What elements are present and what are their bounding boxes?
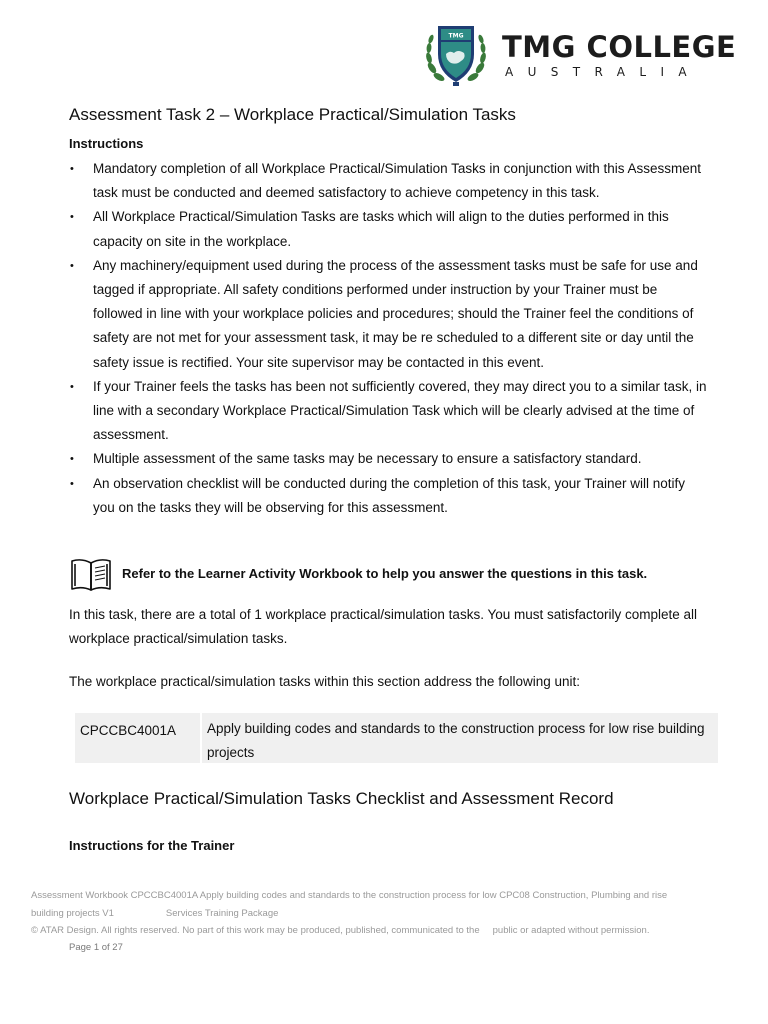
crest-text: TMG [448, 32, 464, 40]
bullet-icon: • [70, 453, 74, 466]
copyright-text: public or adapted without permission. [492, 925, 650, 936]
instruction-text: All Workplace Practical/Simulation Tasks are tasks which will align to the duties performed in this capacity on site in the workplace. [93, 209, 669, 249]
footer-text: building projects V1 [31, 907, 114, 919]
footer-text: Services Training Package [165, 907, 279, 919]
unit-code: CPCCBC4001A [80, 723, 177, 738]
footer-line: Assessment Workbook CPCCBC4001A Apply building codes and standards to the construction process for low CPC08 Construction, Plumbing and rise [31, 890, 668, 901]
copyright-text: © ATAR Design. All rights reserved. No part of this work may be produced, published, communicated to the [31, 925, 480, 936]
list-item [69, 472, 709, 520]
instruction-text: Mandatory completion of all Workplace Practical/Simulation Tasks in conjunction with this Assessment task must be conducted and deemed satisfactory to achieve competency in this task. [93, 161, 702, 201]
instructions-heading: Instructions [69, 136, 144, 151]
list-item [69, 205, 709, 253]
page-number: Page 1 of 27 [69, 942, 123, 953]
logo-subtitle: AUSTRALIA [505, 65, 702, 79]
workbook-note: Refer to the Learner Activity Workbook to help you answer the questions in this task. [122, 566, 648, 581]
footer-line [31, 922, 751, 940]
bullet-icon: • [70, 163, 74, 175]
assessment-task-heading: Assessment Task 2 – Workplace Practical/Simulation Tasks [69, 105, 516, 124]
unit-table [75, 713, 718, 763]
list-item [69, 375, 709, 448]
college-logo [424, 20, 737, 90]
unit-title: Apply building codes and standards to the construction process for low rise building projects [207, 721, 705, 760]
bullet-icon: • [70, 380, 74, 393]
instruction-text: An observation checklist will be conducted during the completion of this task, your Trainer will notify you on the tasks they will be observing for this assessment. [93, 475, 686, 515]
table-divider [200, 713, 202, 763]
instruction-text: If your Trainer feels the tasks has been not sufficiently covered, they may direct you to a similar task, in line with a secondary Workplace Practical/Simulation Task which will be clearly advised at the time of assessment. [93, 378, 707, 443]
logo-name: TMG COLLEGE [502, 30, 737, 64]
footer-line [31, 905, 751, 923]
workbook-callout [69, 555, 729, 595]
instruction-text: Multiple assessment of the same tasks may be necessary to ensure a satisfactory standard. [93, 451, 642, 467]
instruction-text: Any machinery/equipment used during the process of the assessment tasks must be safe for use and tagged if appropriate. All safety conditions performed under instruction by your Trainer must be followed in line with your workplace policies and procedures; should the Trainer feel the conditions of safety are not met for your assessment task, it may be re scheduled to a different site or day until the safety issue is rectified. Your site supervisor may be contacted in this event. [93, 257, 698, 370]
list-item [69, 254, 709, 375]
instructions-list [69, 157, 709, 520]
bullet-icon: • [70, 259, 74, 272]
checklist-heading: Workplace Practical/Simulation Tasks Checklist and Assessment Record [69, 789, 614, 808]
unit-intro-paragraph: The workplace practical/simulation tasks within this section address the following unit: [69, 674, 580, 689]
list-item [69, 447, 709, 471]
list-item [69, 157, 709, 205]
bullet-icon: • [70, 477, 74, 490]
trainer-instructions-heading: Instructions for the Trainer [69, 838, 235, 853]
open-book-icon [69, 555, 113, 593]
page-footer [31, 887, 751, 940]
total-tasks-paragraph: In this task, there are a total of 1 workplace practical/simulation tasks. You must satisfactorily complete all workplace practical/simulation tasks. [69, 607, 698, 647]
bullet-icon: • [70, 211, 74, 224]
shield-crest-icon [424, 20, 488, 88]
